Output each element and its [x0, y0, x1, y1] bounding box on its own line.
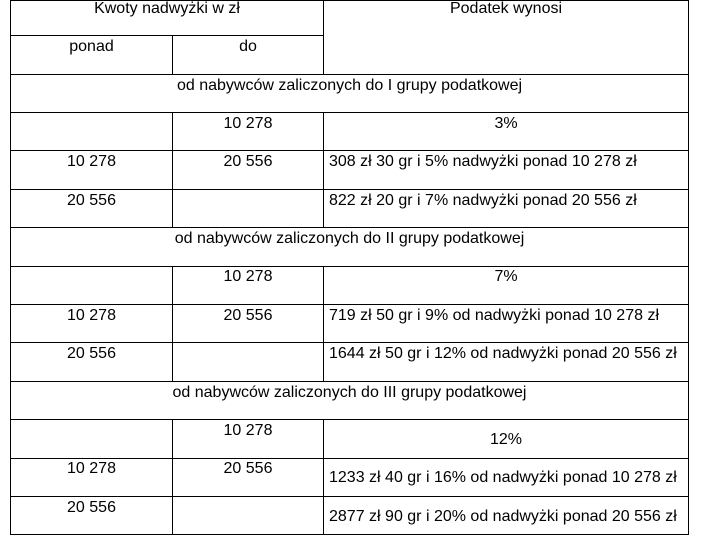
cell-to: 10 278 [223, 268, 273, 285]
row-divider [10, 304, 689, 305]
cell-tax: 1644 zł 50 gr i 12% od nadwyżki ponad 20 556 zł [329, 345, 677, 362]
header-amounts: Kwoty nadwyżki w zł [94, 0, 240, 17]
cell-over: 10 278 [67, 153, 116, 170]
row-divider [10, 112, 689, 113]
row-divider [10, 419, 689, 420]
cell-over: 10 278 [67, 307, 116, 324]
row-divider [10, 534, 689, 535]
cell-to: 20 556 [223, 153, 273, 170]
cell-to: 10 278 [223, 115, 273, 132]
cell-tax: 1233 zł 40 gr i 16% od nadwyżki ponad 10 278 zł [329, 469, 677, 486]
row-divider [10, 458, 689, 459]
cell-tax: 308 zł 30 gr i 5% nadwyżki ponad 10 278 zł [329, 153, 637, 170]
cell-tax: 12% [489, 431, 523, 448]
cell-tax: 7% [494, 268, 518, 285]
cell-over: 20 556 [67, 499, 116, 516]
cell-to: 20 556 [223, 307, 273, 324]
cell-to: 20 556 [223, 460, 273, 477]
column-divider [688, 0, 689, 535]
cell-tax: 2877 zł 90 gr i 20% od nadwyżki ponad 20 556 zł [329, 508, 677, 525]
row-divider [10, 74, 689, 75]
group-title: od nabywców zaliczonych do II grupy podatkowej [174, 230, 525, 247]
row-divider [10, 381, 689, 382]
header-to: do [239, 38, 257, 55]
cell-to: 10 278 [223, 422, 273, 439]
cell-over: 10 278 [67, 460, 116, 477]
cell-over: 20 556 [67, 192, 116, 209]
row-divider [10, 189, 689, 190]
header-tax: Podatek wynosi [449, 0, 563, 17]
cell-over: 20 556 [67, 345, 116, 362]
row-divider [10, 496, 689, 497]
cell-tax: 822 zł 20 gr i 7% nadwyżki ponad 20 556 zł [329, 192, 637, 209]
group-title: od nabywców zaliczonych do III grupy podatkowej [172, 384, 527, 401]
cell-tax: 719 zł 50 gr i 9% od nadwyżki ponad 10 278 zł [329, 307, 659, 324]
group-title: od nabywców zaliczonych do I grupy podatkowej [176, 77, 523, 94]
row-divider [10, 266, 689, 267]
row-divider [10, 35, 324, 36]
row-divider [10, 227, 689, 228]
cell-tax: 3% [494, 115, 518, 132]
header-over: ponad [69, 38, 114, 55]
row-divider [10, 342, 689, 343]
row-divider [10, 150, 689, 151]
